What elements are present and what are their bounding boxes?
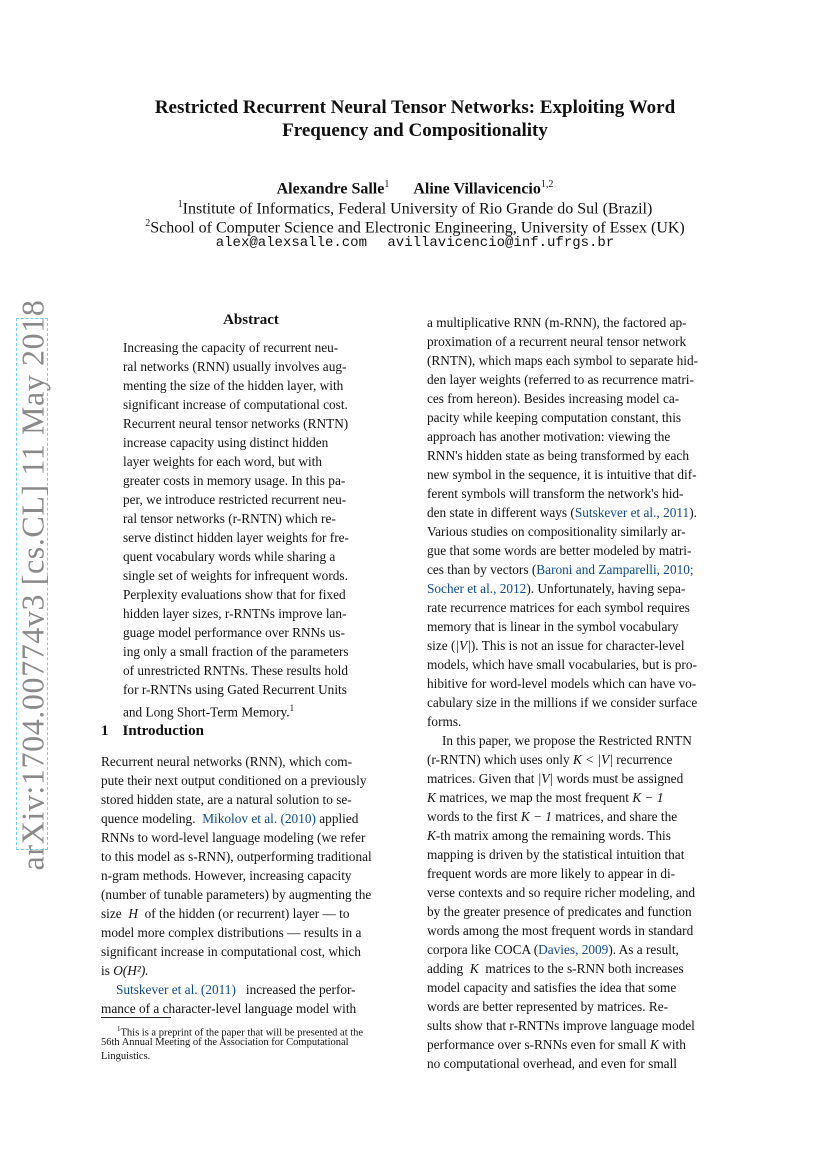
intro-line: [116, 980, 356, 999]
right-line: mapping is driven by the statistical intuition that: [427, 847, 685, 862]
math-expression: K − 1: [520, 809, 552, 824]
right-line: [427, 807, 677, 826]
section-heading-introduction: [101, 722, 204, 741]
abstract-line: menting the size of the hidden layer, with: [123, 378, 344, 393]
affiliation-1-mark: 1: [177, 199, 183, 210]
right-line: [427, 636, 685, 655]
math-variable: K: [469, 961, 479, 976]
intro-text: quence modeling.: [101, 811, 196, 826]
abstract-line: quent vocabulary words while sharing a: [123, 549, 336, 564]
abstract-line: [123, 699, 294, 721]
section-title: Introduction: [122, 723, 204, 739]
right-line: [427, 959, 684, 978]
arxiv-identifier: arXiv:1704.00774v3 [cs.CL] 11 May 2018: [14, 299, 51, 871]
footnote-number: 1: [117, 1025, 121, 1033]
abstract-line-text: and Long Short-Term Memory.: [123, 704, 290, 720]
right-line: [427, 560, 694, 579]
right-line: forms.: [427, 714, 462, 729]
right-text: ).: [689, 505, 697, 520]
right-text: size (: [427, 638, 456, 653]
intro-line: mance of a character-level language model with: [101, 1001, 357, 1016]
right-text: ). This is not an issue for character-level: [470, 638, 685, 653]
right-line: a multiplicative RNN (m-RNN), the factored ap-: [427, 315, 687, 330]
intro-line: n-gram methods. However, increasing capacity: [101, 868, 352, 883]
right-line: Various studies on compositionality similarly ar-: [427, 524, 686, 539]
math-expression: K < |V|: [572, 752, 613, 767]
right-line: sults show that r-RNTNs improve language model: [427, 1018, 695, 1033]
author-emails: [110, 234, 720, 252]
right-line: verse contexts and so require richer modeling, and: [427, 885, 696, 900]
abstract-line: greater costs in memory usage. In this pa-: [123, 473, 346, 488]
right-text: -th matrix among the remaining words. This: [435, 828, 671, 843]
right-line: [427, 826, 671, 845]
intro-text: applied: [319, 811, 359, 826]
right-line: by the greater presence of predicates and function: [427, 904, 692, 919]
right-text: ces than by vectors (: [427, 562, 537, 577]
author-1: Alexandre Salle: [276, 180, 385, 198]
math-expression: |V|: [455, 638, 471, 653]
intro-text: of the hidden (or recurrent) layer — to: [144, 906, 350, 921]
right-line: pacity while keeping computation constant, this: [427, 410, 682, 425]
right-line: ces from hereon). Besides increasing model ca-: [427, 391, 680, 406]
right-text: recurrence: [616, 752, 673, 767]
footnote-line: 56th Annual Meeting of the Association for Computational: [101, 1037, 349, 1048]
right-text: adding: [427, 961, 464, 976]
intro-line: Recurrent neural networks (RNN), which com-: [101, 754, 353, 769]
right-line: [427, 579, 685, 598]
right-text: corpora like COCA (: [427, 942, 539, 957]
math-variable: K: [650, 1037, 659, 1052]
right-line: no computational overhead, and even for small: [427, 1056, 677, 1071]
right-text: matrices. Given that: [427, 771, 535, 786]
right-line: RNN's hidden state as being transformed by each: [427, 448, 689, 463]
abstract-line: ral networks (RNN) usually involves aug-: [123, 359, 347, 374]
right-line: den layer weights (referred to as recurrence matri-: [427, 372, 694, 387]
citation-davies-2009[interactable]: Davies, 2009: [538, 942, 609, 957]
abstract-line: ral tensor networks (r-RNTN) which re-: [123, 511, 336, 526]
intro-line: RNNs to word-level language modeling (we refer: [101, 830, 366, 845]
abstract-line: per, we introduce restricted recurrent neu-: [123, 492, 347, 507]
right-line: [427, 503, 697, 522]
abstract-line: significant increase of computational cost.: [123, 397, 348, 412]
paper-title: [110, 96, 720, 142]
abstract-line: for r-RNTNs using Gated Recurrent Units: [123, 682, 347, 697]
title-line-2: Frequency and Compositionality: [282, 120, 548, 141]
right-line: In this paper, we propose the Restricted RNTN: [442, 733, 692, 748]
abstract-heading: Abstract: [223, 312, 279, 328]
footnote-marker[interactable]: 1: [289, 703, 295, 713]
right-line: cabulary size in the millions if we consider surface: [427, 695, 698, 710]
math-variable: K: [427, 790, 436, 805]
intro-line: to this model as s-RNN), outperforming traditional: [101, 849, 372, 864]
right-line: approach has another motivation: viewing the: [427, 429, 671, 444]
right-line: rate recurrence matrices for each symbol requires: [427, 600, 690, 615]
right-text: words must be assigned: [556, 771, 684, 786]
right-line: new symbol in the sequence, it is intuitive that dif-: [427, 467, 697, 482]
right-line: (RNTN), which maps each symbol to separate hid-: [427, 353, 699, 368]
right-line: model capacity and satisfies the idea that some: [427, 980, 677, 995]
citation-mikolov-2010[interactable]: Mikolov et al. (2010): [202, 811, 316, 826]
footnote-divider: [101, 1017, 171, 1018]
footnote-text: This is a preprint of the paper that will be presented at the: [120, 1027, 364, 1039]
right-text: words to the first: [427, 809, 518, 824]
math-expression: K − 1: [632, 790, 664, 805]
intro-text: increased the perfor-: [245, 982, 356, 997]
intro-line: model more complex distributions — results in a: [101, 925, 362, 940]
right-line: frequent words are more likely to appear in di-: [427, 866, 676, 881]
affiliation-1-text: Institute of Informatics, Federal University of Rio Grande do Sul (Brazil): [182, 200, 653, 218]
right-line: ferent symbols will transform the network's hid-: [427, 486, 684, 501]
citation-sutskever-2011[interactable]: Sutskever et al. (2011): [116, 982, 236, 997]
right-line: [427, 788, 663, 807]
right-line: [427, 769, 683, 788]
right-line: [427, 1035, 686, 1054]
right-text: den state in different ways (: [427, 505, 575, 520]
right-line: [427, 940, 679, 959]
intro-line: stored hidden state, are a natural solution to se-: [101, 792, 352, 807]
abstract-line: of unrestricted RNTNs. These results hold: [123, 663, 349, 678]
right-text: ). As a result,: [608, 942, 679, 957]
abstract-line: Recurrent neural tensor networks (RNTN): [123, 416, 349, 431]
right-text: ). Unfortunately, having sepa-: [526, 581, 686, 596]
abstract-line: Perplexity evaluations show that for fixed: [123, 587, 346, 602]
citation-sutskever-2011[interactable]: Sutskever et al., 2011: [574, 505, 690, 520]
author-1-affil-mark: 1: [384, 179, 390, 190]
affiliation-2-mark: 2: [145, 218, 151, 229]
intro-line: [101, 904, 350, 923]
author-2-affil-mark: 1,2: [540, 179, 554, 190]
right-line: gue that some words are better modeled by matri-: [427, 543, 692, 558]
right-line: memory that is linear in the symbol vocabulary: [427, 619, 679, 634]
section-number: 1: [101, 723, 109, 739]
intro-line: [101, 961, 149, 980]
email-1[interactable]: alex@alexsalle.com: [215, 235, 367, 251]
abstract-line: hidden layer sizes, r-RNTNs improve lan-: [123, 606, 347, 621]
citation-baroni-2010[interactable]: Baroni and Zamparelli, 2010;: [536, 562, 694, 577]
right-line: proximation of a recurrent neural tensor network: [427, 334, 687, 349]
right-line: models, which have small vocabularies, but is pro-: [427, 657, 697, 672]
math-variable: H: [128, 906, 138, 921]
right-text: performance over s-RNNs even for small: [427, 1037, 647, 1052]
abstract-line: serve distinct hidden layer weights for fre-: [123, 530, 349, 545]
intro-text: is: [101, 963, 110, 978]
math-expression: |V|: [537, 771, 554, 786]
right-text: (r-RNTN) which uses only: [427, 752, 570, 767]
intro-line: (number of tunable parameters) by augmenting the: [101, 887, 372, 902]
abstract-line: Increasing the capacity of recurrent neu-: [123, 340, 339, 355]
intro-line: pute their next output conditioned on a previously: [101, 773, 367, 788]
right-text: matrices to the s-RNN both increases: [485, 961, 684, 976]
author-2: Aline Villavicencio: [413, 180, 541, 198]
abstract-line: layer weights for each word, but with: [123, 454, 323, 469]
intro-text: size: [101, 906, 122, 921]
affiliation-2-text: School of Computer Science and Electronic Engineering, University of Essex (UK): [150, 219, 685, 237]
intro-line: significant increase in computational cost, which: [101, 944, 361, 959]
right-line: [427, 750, 672, 769]
abstract-line: ing only a small fraction of the parameters: [123, 644, 349, 659]
right-line: words are better represented by matrices. Re-: [427, 999, 669, 1014]
right-line: words among the most frequent words in standard: [427, 923, 694, 938]
right-text: matrices, and share the: [555, 809, 678, 824]
email-2[interactable]: avillavicencio@inf.ufrgs.br: [387, 235, 615, 251]
footnote-line: Linguistics.: [101, 1051, 151, 1062]
right-line: hibitive for word-level models which can have vo-: [427, 676, 697, 691]
citation-socher-2012[interactable]: Socher et al., 2012: [427, 581, 527, 596]
abstract-line: guage model performance over RNNs us-: [123, 625, 345, 640]
abstract-line: single set of weights for infrequent words.: [123, 568, 348, 583]
right-text: matrices, we map the most frequent: [439, 790, 629, 805]
right-text: with: [662, 1037, 686, 1052]
math-expression: O(H²).: [113, 963, 149, 978]
abstract-line: increase capacity using distinct hidden: [123, 435, 329, 450]
title-line-1: Restricted Recurrent Neural Tensor Networks: Exploiting Word: [154, 97, 676, 118]
intro-line: [101, 809, 358, 828]
math-variable: K: [427, 828, 436, 843]
arxiv-sidebar: [14, 299, 51, 871]
